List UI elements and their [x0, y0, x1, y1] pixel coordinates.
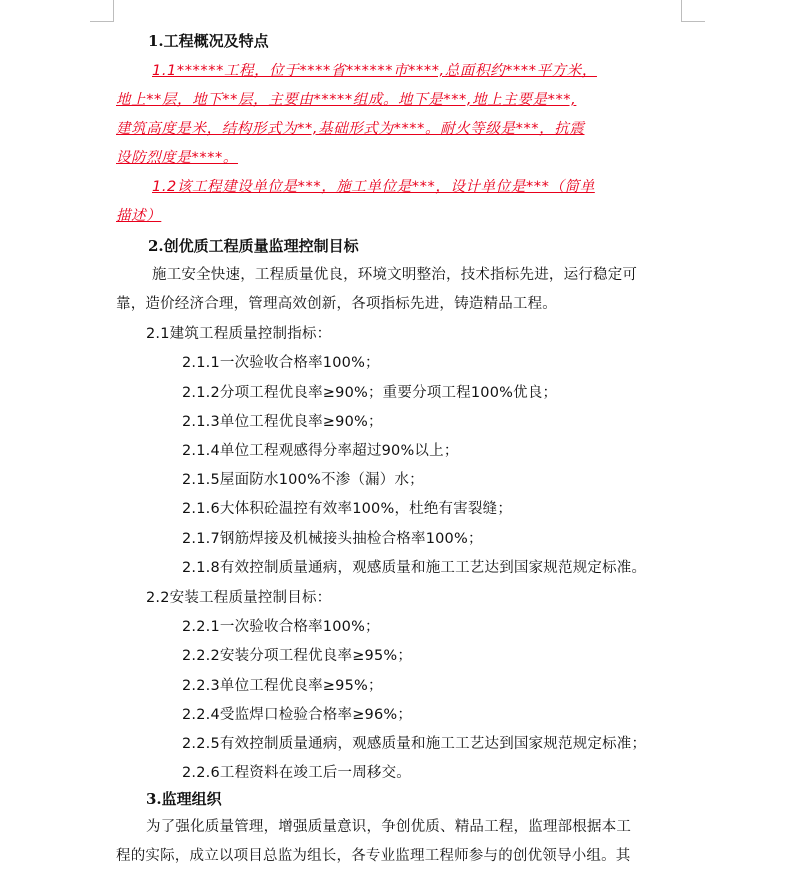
red-line: 设防烈度是****。: [116, 150, 238, 166]
list-item: 2.1.2分项工程优良率≥90%；重要分项工程100%优良；: [182, 385, 558, 401]
section3-heading: 3.监理组织: [146, 790, 222, 808]
list-item: 2.1.1一次验收合格率100%；: [182, 355, 380, 371]
list-item: 2.1.8有效控制质量通病，观感质量和施工工艺达到国家规范规定标准。: [182, 560, 647, 576]
crop-mark-left-horizontal: [90, 21, 114, 22]
list-item: 2.1.5屋面防水100%不渗（漏）水；: [182, 472, 424, 488]
list-item: 2.2.3单位工程优良率≥95%；: [182, 678, 383, 694]
list-item: 2.1.3单位工程优良率≥90%；: [182, 414, 383, 430]
list-item: 2.2.4受监焊口检验合格率≥96%；: [182, 707, 413, 723]
list-item: 2.2.5有效控制质量通病，观感质量和施工工艺达到国家规范规定标准；: [182, 736, 647, 752]
paragraph-line: 施工安全快速，工程质量优良，环境文明整治，技术指标先进，运行稳定可: [152, 267, 638, 283]
crop-mark-right-vertical: [681, 0, 682, 22]
subsection-title: 2.1建筑工程质量控制指标：: [146, 326, 332, 342]
crop-mark-right-horizontal: [681, 21, 705, 22]
crop-mark-left-vertical: [113, 0, 114, 22]
paragraph-line: 程的实际，成立以项目总监为组长，各专业监理工程师参与的创优领导小组。其: [116, 848, 631, 864]
list-item: 2.1.4单位工程观感得分率超过90%以上；: [182, 443, 459, 459]
section1-heading: 1.工程概况及特点: [148, 32, 269, 50]
section2-heading: 2.创优质工程质量监理控制目标: [148, 237, 359, 255]
subsection-title: 2.2安装工程质量控制目标：: [146, 590, 332, 606]
paragraph-line: 为了强化质量管理，增强质量意识，争创优质、精品工程，监理部根据本工: [146, 819, 632, 835]
list-item: 2.1.7钢筋焊接及机械接头抽检合格率100%；: [182, 531, 483, 547]
red-line: 建筑高度是米，结构形式为**,基础形式为****。耐火等级是***，抗震: [116, 121, 585, 137]
list-item: 2.2.6工程资料在竣工后一周移交。: [182, 765, 411, 781]
red-line: 1.1******工程，位于****省******市****,总面积约****平方米，: [152, 63, 597, 79]
red-line: 1.2该工程建设单位是***，施工单位是***，设计单位是***（简单: [152, 179, 595, 195]
paragraph-line: 靠，造价经济合理，管理高效创新，各项指标先进，铸造精品工程。: [116, 296, 557, 312]
list-item: 2.2.2安装分项工程优良率≥95%；: [182, 648, 413, 664]
list-item: 2.1.6大体积砼温控有效率100%，杜绝有害裂缝；: [182, 501, 513, 517]
red-line: 地上**层，地下**层，主要由*****组成。地下是***,地上主要是***,: [116, 92, 577, 108]
list-item: 2.2.1一次验收合格率100%；: [182, 619, 380, 635]
red-line: 描述）: [116, 208, 162, 224]
